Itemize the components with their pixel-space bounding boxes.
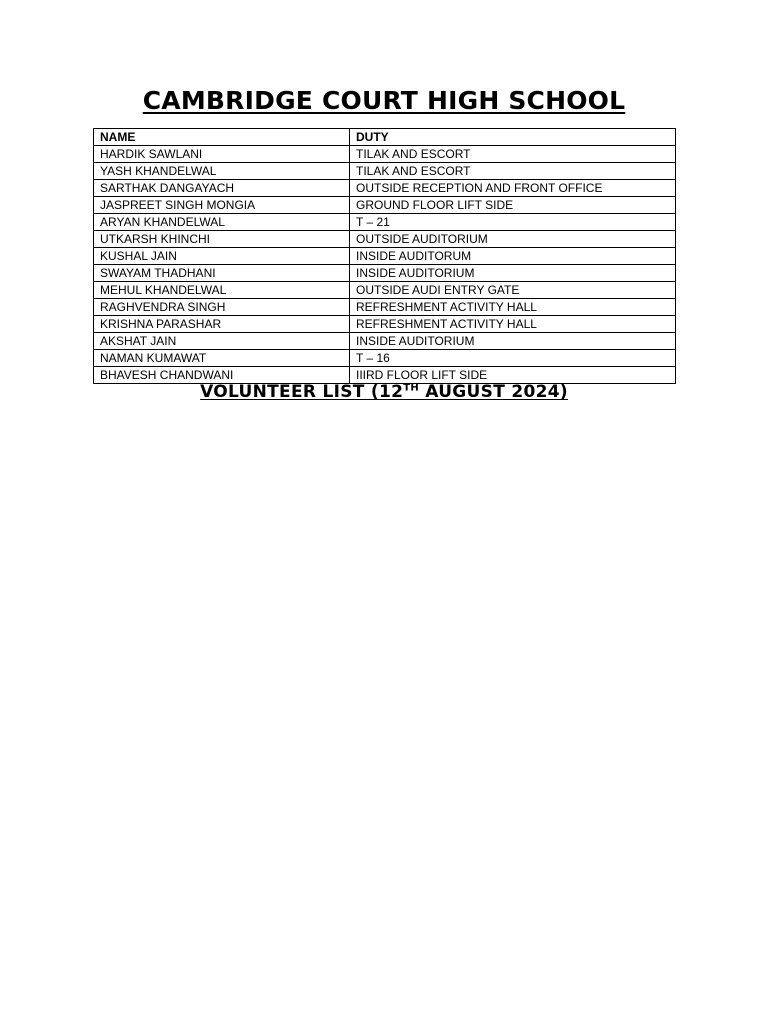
table-row xyxy=(94,350,676,367)
volunteer-name-cell: YASH KHANDELWAL xyxy=(94,163,350,180)
table-row xyxy=(94,316,676,333)
table-row xyxy=(94,248,676,265)
table-row xyxy=(94,367,676,384)
volunteer-duty-cell: OUTSIDE RECEPTION AND FRONT OFFICE xyxy=(350,180,676,197)
volunteer-duty-cell: REFRESHMENT ACTIVITY HALL xyxy=(350,316,676,333)
volunteer-name-cell: JASPREET SINGH MONGIA xyxy=(94,197,350,214)
table-row xyxy=(94,333,676,350)
volunteer-list-heading xyxy=(0,382,768,402)
volunteer-name-cell: NAMAN KUMAWAT xyxy=(94,350,350,367)
table-row xyxy=(94,265,676,282)
volunteer-duty-cell: REFRESHMENT ACTIVITY HALL xyxy=(350,299,676,316)
volunteer-duty-cell: INSIDE AUDITORIUM xyxy=(350,265,676,282)
volunteer-name-cell: HARDIK SAWLANI xyxy=(94,146,350,163)
table-row xyxy=(94,231,676,248)
volunteer-duty-cell: INSIDE AUDITORIUM xyxy=(350,333,676,350)
volunteer-name-cell: RAGHVENDRA SINGH xyxy=(94,299,350,316)
volunteer-name-cell: MEHUL KHANDELWAL xyxy=(94,282,350,299)
volunteer-name-cell: KRISHNA PARASHAR xyxy=(94,316,350,333)
volunteer-duty-cell: T – 16 xyxy=(350,350,676,367)
volunteer-name-cell: SARTHAK DANGAYACH xyxy=(94,180,350,197)
heading-prefix: VOLUNTEER LIST (12 xyxy=(200,382,404,402)
volunteer-duty-cell: IIIRD FLOOR LIFT SIDE xyxy=(350,367,676,384)
volunteer-name-cell: BHAVESH CHANDWANI xyxy=(94,367,350,384)
volunteer-duty-cell: OUTSIDE AUDITORIUM xyxy=(350,231,676,248)
column-header-duty: DUTY xyxy=(350,129,676,146)
volunteer-name-cell: SWAYAM THADHANI xyxy=(94,265,350,282)
volunteer-name-cell: AKSHAT JAIN xyxy=(94,333,350,350)
column-header-name: NAME xyxy=(94,129,350,146)
volunteer-duty-cell: TILAK AND ESCORT xyxy=(350,146,676,163)
heading-suffix: AUGUST 2024) xyxy=(419,382,568,402)
table-row xyxy=(94,299,676,316)
volunteer-table xyxy=(93,128,676,384)
volunteer-duty-cell: T – 21 xyxy=(350,214,676,231)
table-row xyxy=(94,180,676,197)
volunteer-duty-cell: OUTSIDE AUDI ENTRY GATE xyxy=(350,282,676,299)
volunteer-duty-cell: INSIDE AUDITORUM xyxy=(350,248,676,265)
document-title: CAMBRIDGE COURT HIGH SCHOOL xyxy=(142,86,626,115)
table-row xyxy=(94,146,676,163)
volunteer-name-cell: KUSHAL JAIN xyxy=(94,248,350,265)
table-row xyxy=(94,163,676,180)
table-row xyxy=(94,197,676,214)
table-row xyxy=(94,214,676,231)
volunteer-name-cell: UTKARSH KHINCHI xyxy=(94,231,350,248)
volunteer-name-cell: ARYAN KHANDELWAL xyxy=(94,214,350,231)
ordinal-suffix: TH xyxy=(403,382,420,394)
table-row xyxy=(94,282,676,299)
volunteer-duty-cell: GROUND FLOOR LIFT SIDE xyxy=(350,197,676,214)
table-header-row xyxy=(94,129,676,146)
volunteer-duty-cell: TILAK AND ESCORT xyxy=(350,163,676,180)
